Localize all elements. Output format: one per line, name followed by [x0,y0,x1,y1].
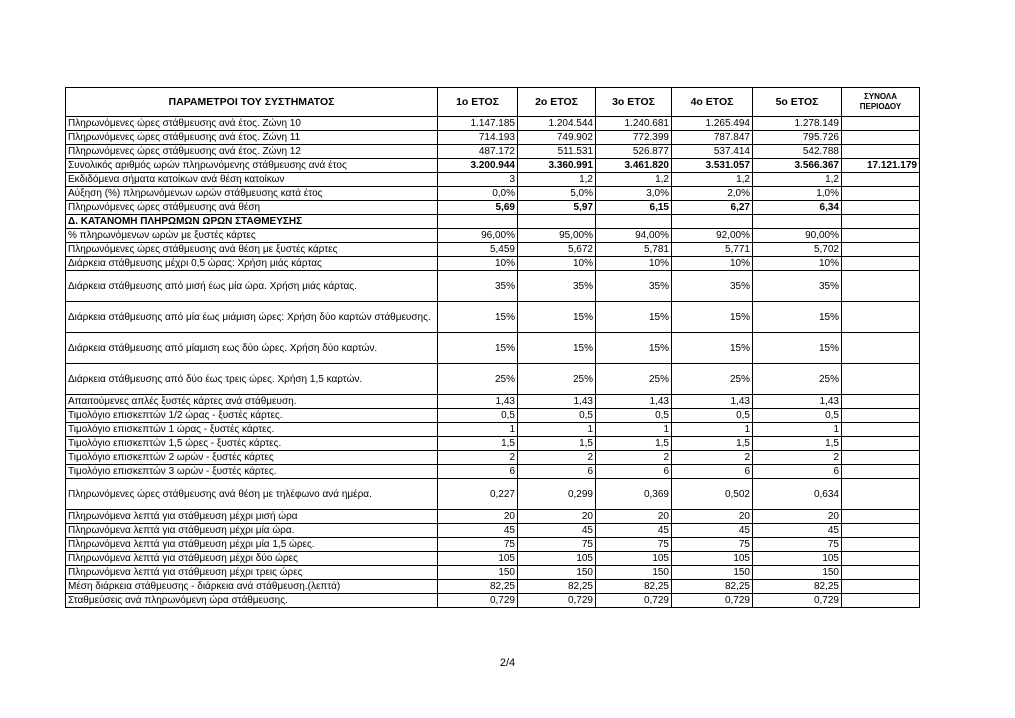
cell-year-1: 25% [438,364,518,395]
table-row [66,257,920,271]
cell-year-2: 1,2 [518,173,596,187]
cell-year-1: 96,00% [438,229,518,243]
row-label: Διάρκεια στάθμευσης από μία έως μιάμιση ώρες: Χρήση δύο καρτών στάθμευσης. [66,302,438,333]
header-period-total: ΣΥΝΟΛΑ ΠΕΡΙΟΔΟΥ [842,88,920,117]
cell-year-5: 542.788 [753,145,842,159]
row-label: Πληρωνόμενες ώρες στάθμευσης ανά θέση με ξυστές κάρτες [66,243,438,257]
cell-year-5: 3.566.367 [753,159,842,173]
cell-total [842,552,920,566]
row-label: Τιμολόγιο επισκεπτών 1 ώρας - ξυστές κάρτες. [66,423,438,437]
cell-year-4: 1,5 [672,437,753,451]
row-label: Διάρκεια στάθμευσης μέχρι 0,5 ώρας: Χρήση μιάς κάρτας [66,257,438,271]
cell-year-1: 15% [438,333,518,364]
cell-year-1: 105 [438,552,518,566]
cell-year-5: 75 [753,538,842,552]
cell-total [842,201,920,215]
cell-year-2: 150 [518,566,596,580]
row-label: Πληρωνόμενα λεπτά για στάθμευση μέχρι μισή ώρα [66,510,438,524]
cell-year-4: 10% [672,257,753,271]
cell-year-2: 5,97 [518,201,596,215]
cell-year-5: 1,5 [753,437,842,451]
cell-year-5: 20 [753,510,842,524]
cell-year-5: 15% [753,333,842,364]
page-number: 2/4 [499,657,516,669]
row-label: Πληρωνόμενα λεπτά για στάθμευση μέχρι δύο ώρες [66,552,438,566]
header-year-4: 4ο ΕΤΟΣ [672,88,753,117]
cell-year-5: 5,702 [753,243,842,257]
cell-year-3: 1,5 [596,437,672,451]
cell-year-5: 795.726 [753,131,842,145]
table-row [66,580,920,594]
table-row-total [66,159,920,173]
cell-year-3: 82,25 [596,580,672,594]
row-label: Σταθμεύσεις ανά πληρωνόμενη ώρα στάθμευσης. [66,594,438,608]
table-row [66,145,920,159]
row-label: Πληρωνόμενες ώρες στάθμευσης ανά έτος. Ζώνη 12 [66,145,438,159]
cell-year-2: 5,672 [518,243,596,257]
cell-year-2: 35% [518,271,596,302]
cell-total [842,117,920,131]
table-row [66,594,920,608]
cell-year-5: 15% [753,302,842,333]
cell-year-5: 150 [753,566,842,580]
header-parameters: ΠΑΡΑΜΕΤΡΟΙ ΤΟΥ ΣΥΣΤΗΜΑΤΟΣ [66,88,438,117]
cell-year-2: 15% [518,333,596,364]
cell-year-4: 2 [672,451,753,465]
cell-year-1: 45 [438,524,518,538]
cell-year-2: 1 [518,423,596,437]
cell-year-1: 0,0% [438,187,518,201]
row-label: % πληρωνόμενων ωρών με ξυστές κάρτες [66,229,438,243]
cell-total [842,271,920,302]
cell-year-5: 1 [753,423,842,437]
cell-year-2: 2 [518,451,596,465]
cell-year-5: 0,5 [753,409,842,423]
row-label: Πληρωνόμενες ώρες στάθμευσης ανά έτος. Ζώνη 11 [66,131,438,145]
cell-total [842,257,920,271]
cell-year-3: 35% [596,271,672,302]
table-row [66,333,920,364]
cell-year-5: 6 [753,465,842,479]
row-label: Εκδιδόμενα σήματα κατοίκων ανά θέση κατοίκων [66,173,438,187]
row-label: Τιμολόγιο επισκεπτών 1/2 ώρας - ξυστές κάρτες. [66,409,438,423]
cell-total: 17.121.179 [842,159,920,173]
cell-total [842,364,920,395]
cell-total [842,594,920,608]
table-row [66,510,920,524]
cell-year-5: 45 [753,524,842,538]
cell-total [842,395,920,409]
cell-year-2: 45 [518,524,596,538]
cell-year-4 [672,215,753,229]
cell-year-3: 75 [596,538,672,552]
table-row [66,173,920,187]
cell-year-2: 105 [518,552,596,566]
cell-year-3: 45 [596,524,672,538]
cell-year-3: 15% [596,333,672,364]
table-row [66,524,920,538]
header-year-2: 2ο ΕΤΟΣ [518,88,596,117]
cell-year-3: 1,43 [596,395,672,409]
row-label: Τιμολόγιο επισκεπτών 3 ωρών - ξυστές κάρτες. [66,465,438,479]
cell-year-2: 6 [518,465,596,479]
cell-total [842,465,920,479]
cell-total [842,451,920,465]
cell-year-5: 0,634 [753,479,842,510]
cell-total [842,145,920,159]
cell-total [842,131,920,145]
header-year-1: 1ο ΕΤΟΣ [438,88,518,117]
row-label: Πληρωνόμενα λεπτά για στάθμευση μέχρι μία 1,5 ώρες. [66,538,438,552]
cell-year-4: 82,25 [672,580,753,594]
cell-year-1: 82,25 [438,580,518,594]
cell-total [842,229,920,243]
cell-total [842,538,920,552]
section-heading-row [66,215,920,229]
cell-year-2 [518,215,596,229]
cell-year-3: 5,781 [596,243,672,257]
cell-total [842,215,920,229]
cell-year-1: 0,227 [438,479,518,510]
cell-total [842,302,920,333]
cell-year-1: 487.172 [438,145,518,159]
cell-year-5: 35% [753,271,842,302]
cell-year-5: 6,34 [753,201,842,215]
table-row [66,437,920,451]
cell-year-3: 772.399 [596,131,672,145]
cell-year-4: 3.531.057 [672,159,753,173]
cell-year-1: 10% [438,257,518,271]
cell-year-5 [753,215,842,229]
cell-year-5: 1.278.149 [753,117,842,131]
row-label: Πληρωνόμενες ώρες στάθμευσης ανά θέση [66,201,438,215]
cell-year-5: 10% [753,257,842,271]
cell-year-5: 82,25 [753,580,842,594]
row-label: Διάρκεια στάθμευσης από μίαμιση εως δύο ώρες. Χρήση δύο καρτών. [66,333,438,364]
cell-year-3: 3,0% [596,187,672,201]
cell-year-2: 1,5 [518,437,596,451]
cell-year-2: 0,299 [518,479,596,510]
table-row [66,479,920,510]
cell-year-3 [596,215,672,229]
cell-total [842,333,920,364]
cell-year-1: 1,43 [438,395,518,409]
row-label: Πληρωνόμενα λεπτά για στάθμευση μέχρι τρεις ώρες [66,566,438,580]
cell-year-5: 105 [753,552,842,566]
row-label: Πληρωνόμενες ώρες στάθμευσης ανά θέση με τηλέφωνο ανά ημέρα. [66,479,438,510]
cell-year-2: 5,0% [518,187,596,201]
cell-year-1: 35% [438,271,518,302]
section-heading: Δ. ΚΑΤΑΝΟΜΗ ΠΛΗΡΩΜΩΝ ΩΡΩΝ ΣΤΑΘΜΕΥΣΗΣ [66,215,438,229]
cell-year-1: 0,5 [438,409,518,423]
cell-year-1: 3.200.944 [438,159,518,173]
cell-year-1: 1 [438,423,518,437]
cell-year-1: 1,5 [438,437,518,451]
cell-year-3: 94,00% [596,229,672,243]
row-label: Μέση διάρκεια στάθμευσης - διάρκεια ανά στάθμευση.(λεπτά) [66,580,438,594]
cell-total [842,510,920,524]
cell-year-3: 6 [596,465,672,479]
cell-year-4: 0,729 [672,594,753,608]
cell-year-2: 15% [518,302,596,333]
row-label: Πληρωνόμενες ώρες στάθμευσης ανά έτος. Ζώνη 10 [66,117,438,131]
cell-year-4: 5,771 [672,243,753,257]
table-row [66,409,920,423]
cell-year-3: 6,15 [596,201,672,215]
cell-year-4: 105 [672,552,753,566]
cell-year-1: 15% [438,302,518,333]
cell-total [842,580,920,594]
cell-year-4: 15% [672,333,753,364]
cell-year-4: 6,27 [672,201,753,215]
cell-year-4: 1.265.494 [672,117,753,131]
cell-year-3: 0,369 [596,479,672,510]
cell-year-4: 92,00% [672,229,753,243]
cell-year-2: 1,43 [518,395,596,409]
header-year-5: 5ο ΕΤΟΣ [753,88,842,117]
cell-year-4: 75 [672,538,753,552]
table-row [66,302,920,333]
cell-year-3: 0,729 [596,594,672,608]
row-label: Διάρκεια στάθμευσης από δύο έως τρεις ώρες. Χρήση 1,5 καρτών. [66,364,438,395]
cell-year-3: 1,2 [596,173,672,187]
row-label: Τιμολόγιο επισκεπτών 2 ωρών - ξυστές κάρτες [66,451,438,465]
cell-year-1: 3 [438,173,518,187]
cell-year-3: 1.240.681 [596,117,672,131]
cell-year-3: 2 [596,451,672,465]
cell-year-5: 1,2 [753,173,842,187]
table-row [66,131,920,145]
cell-year-2: 511.531 [518,145,596,159]
cell-year-5: 1,43 [753,395,842,409]
row-label: Αύξηση (%) πληρωνόμενων ωρών στάθμευσης κατά έτος [66,187,438,201]
cell-year-5: 90,00% [753,229,842,243]
cell-year-4: 2,0% [672,187,753,201]
cell-year-4: 150 [672,566,753,580]
cell-year-3: 1 [596,423,672,437]
cell-year-2: 10% [518,257,596,271]
cell-year-5: 0,729 [753,594,842,608]
header-year-3: 3ο ΕΤΟΣ [596,88,672,117]
cell-total [842,243,920,257]
cell-total [842,524,920,538]
cell-year-4: 6 [672,465,753,479]
cell-total [842,173,920,187]
cell-year-1: 150 [438,566,518,580]
cell-year-3: 20 [596,510,672,524]
cell-total [842,423,920,437]
table-row [66,451,920,465]
cell-year-1: 75 [438,538,518,552]
cell-year-3: 3.461.820 [596,159,672,173]
cell-year-2: 25% [518,364,596,395]
table-row [66,423,920,437]
cell-year-1: 5,459 [438,243,518,257]
cell-year-2: 0,729 [518,594,596,608]
table-row [66,117,920,131]
cell-year-1 [438,215,518,229]
cell-year-2: 82,25 [518,580,596,594]
cell-year-1: 20 [438,510,518,524]
cell-year-2: 1.204.544 [518,117,596,131]
cell-year-3: 0,5 [596,409,672,423]
cell-year-4: 787.847 [672,131,753,145]
table-row [66,538,920,552]
cell-total [842,409,920,423]
cell-year-4: 1,2 [672,173,753,187]
cell-year-1: 0,729 [438,594,518,608]
cell-year-4: 20 [672,510,753,524]
cell-year-3: 15% [596,302,672,333]
cell-year-5: 1,0% [753,187,842,201]
cell-total [842,187,920,201]
cell-total [842,437,920,451]
cell-year-4: 45 [672,524,753,538]
cell-year-4: 25% [672,364,753,395]
row-label: Διάρκεια στάθμευσης από μισή έως μία ώρα. Χρήση μιάς κάρτας. [66,271,438,302]
table-row [66,243,920,257]
table-row [66,229,920,243]
cell-year-2: 20 [518,510,596,524]
table-row [66,395,920,409]
cell-year-2: 3.360.991 [518,159,596,173]
cell-year-1: 5,69 [438,201,518,215]
parameters-table [65,87,920,608]
cell-year-4: 1,43 [672,395,753,409]
table-row [66,364,920,395]
cell-year-1: 714.193 [438,131,518,145]
cell-year-3: 150 [596,566,672,580]
cell-year-3: 526.877 [596,145,672,159]
cell-year-3: 105 [596,552,672,566]
cell-year-1: 2 [438,451,518,465]
cell-year-4: 0,502 [672,479,753,510]
cell-year-5: 2 [753,451,842,465]
cell-year-4: 0,5 [672,409,753,423]
row-label: Τιμολόγιο επισκεπτών 1,5 ώρες - ξυστές κάρτες. [66,437,438,451]
cell-year-1: 1.147.185 [438,117,518,131]
cell-total [842,479,920,510]
cell-year-3: 25% [596,364,672,395]
cell-year-5: 25% [753,364,842,395]
cell-year-2: 95,00% [518,229,596,243]
cell-year-2: 749.902 [518,131,596,145]
row-label: Συνολικός αριθμός ωρών πληρωνόμενης στάθμευσης ανά έτος [66,159,438,173]
table-row [66,201,920,215]
cell-year-3: 10% [596,257,672,271]
cell-year-4: 1 [672,423,753,437]
cell-year-4: 15% [672,302,753,333]
table-row [66,271,920,302]
cell-year-4: 537.414 [672,145,753,159]
cell-year-2: 0,5 [518,409,596,423]
row-label: Απαιτούμενες απλές ξυστές κάρτες ανά στάθμευση. [66,395,438,409]
table-row [66,465,920,479]
cell-total [842,566,920,580]
row-label: Πληρωνόμενα λεπτά για στάθμευση μέχρι μία ώρα. [66,524,438,538]
table-row [66,566,920,580]
cell-year-2: 75 [518,538,596,552]
cell-year-4: 35% [672,271,753,302]
table-row [66,552,920,566]
header-row [66,88,920,117]
table-row [66,187,920,201]
cell-year-1: 6 [438,465,518,479]
